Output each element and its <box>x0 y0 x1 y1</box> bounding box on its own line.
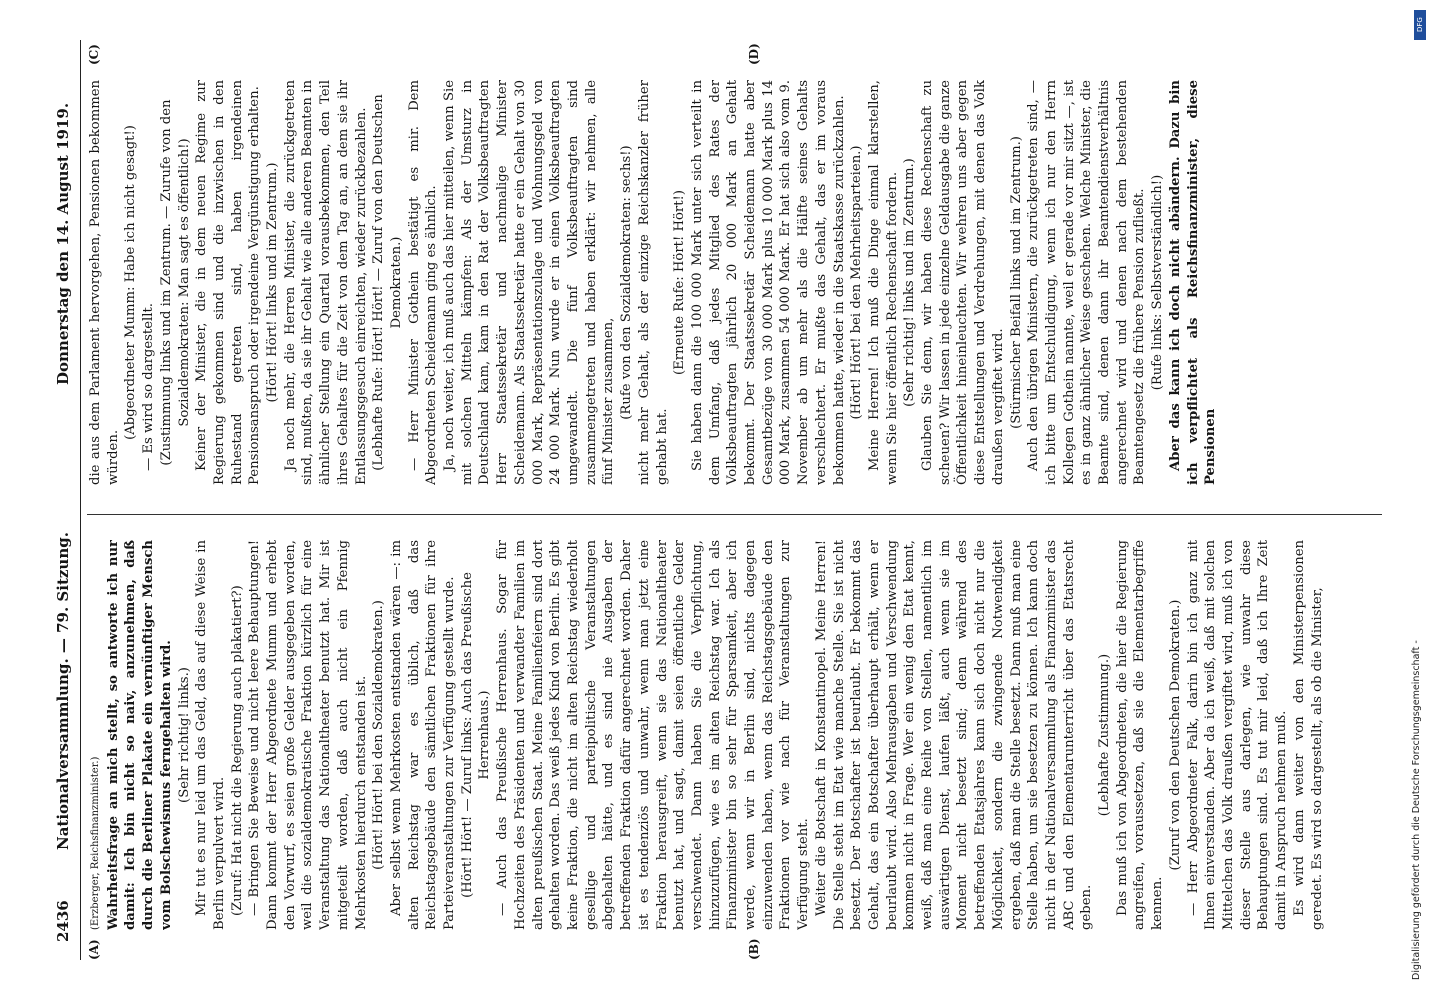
margin-marker-d: (D) <box>747 43 761 65</box>
paragraph: Es wird dann weiter von den Ministerpensionen geredet. Es wird so dargestellt, als ob die Minister, <box>1291 540 1325 930</box>
page-header <box>50 40 81 960</box>
interjection: (Sehr richtig! links.) <box>176 667 192 803</box>
paragraph: — Bringen Sie Beweise und nicht leere Behauptungen! Dann kommt der Herr Abgeordnete Mumm und erhebt den Vorwurf, es seien große Gelder ausgegeben worden, weil die sozialdemokratische Fraktion kürzlich für eine Veranstaltung das Nationaltheater benutzt hat. Mir ist mitgeteilt worden, daß auch nicht ein Pfennig Mehrkosten hierdurch entstanden ist. <box>247 540 369 930</box>
interjection: (Zustimmung links und im Zentrum. — Zurufe von den Sozialdemokraten: Man sagt es öffentlich!) <box>158 99 192 466</box>
digitization-credit-text: Digitalisierung gefördert durch die Deutsche Forschungsgemeinschaft - <box>1411 640 1422 980</box>
paragraph: Meine Herren! Ich muß die Dinge einmal klarstellen, wenn Sie hier öffentlich Rechenschaft fordern. <box>866 80 900 485</box>
interjection: (Rufe von den Sozialdemokraten: sechs!) <box>619 145 635 420</box>
interjection: (Sehr richtig! links und im Zentrum.) <box>902 158 918 407</box>
interjection: (Erneute Rufe: Hört! Hört!) <box>672 190 688 375</box>
paragraph: Aber das kann ich doch nicht abändern. Dazu bin ich verpflichtet als Reichsfinanzminister, diese Pensionen <box>1167 80 1219 485</box>
margin-marker-a: (A) <box>87 939 101 960</box>
right-column <box>87 80 1382 485</box>
header-right-title: Donnerstag den 14. August 1919. <box>54 102 72 385</box>
interjection: (Rufe links: Selbstverständlich!) <box>1150 174 1166 391</box>
paragraph: nicht mehr Gehalt, als der einzige Reichskanzler früher gehabt hat. <box>636 80 670 485</box>
header-left-title: Nationalversammlung. — 79. Sitzung. <box>54 532 72 850</box>
interjection: (Hört! Hört! bei den Sozialdemokraten.) <box>371 600 387 870</box>
paragraph: — Es wird so dargestellt. <box>141 303 157 471</box>
paragraph: Auch den übrigen Ministern, die zurückgetreten sind, — ich bitte um Entschuldigung, wenn ich nur den Herrn Kollegen Gothein nannte, weil er gerade vor mir sitzt —, ist es in ganz ähnlicher Weise geschehen. Welche Minister, die Beamte sind, denen dann ihr Beamtendienstverhältnis angerechnet wird und denen nach dem bestehenden Beamtengesetz die frühere Pension zufließt. <box>1026 80 1148 485</box>
interjection: (Abgeordneter Mumm: Habe ich nicht gesagt!) <box>123 125 139 440</box>
paragraph: Sie haben dann die 100 000 Mark unter sich verteilt in dem Umfang, daß jedes Mitglied des Rates der Volksbeauftragten jährlich 20 000 Mark an Gehalt bekommt. Der Staatssekretär Scheidemann hatte aber Gesamtbezüge von 30 000 Mark plus 10 000 Mark plus 14 000 Mark, zusammen 54 000 Mark. Er hat sich also vom 9. November ab um mehr als die Hälfte seines Gehalts verschlechtert. Er mußte das Gehalt, das er im voraus bekommen hatte, wieder in die Staatskasse zurückzahlen. <box>689 80 847 485</box>
left-column <box>87 540 1382 930</box>
interjection: (Lebhafte Rufe: Hört! Hört! — Zuruf von den Deutschen Demokraten.) <box>371 94 404 471</box>
margin-marker-c: (C) <box>87 44 101 65</box>
column-divider <box>87 514 1382 515</box>
paragraph: die aus dem Parlament hervorgehen, Pensionen bekommen würden. <box>88 80 121 485</box>
digitization-credit <box>1411 6 1429 986</box>
paragraph: Wahrheitsfrage an mich stellt, so antworte ich nur damit: Ich bin nicht so naiv, anzunehmen, daß durch die Berliner Plakate ein vernünftiger Mensch vom Bolschewismus ferngehalten wird. <box>105 540 174 930</box>
paragraph: — Herr Minister Gothein bestätigt es mir. Dem Abgeordneten Scheidemann ging es ähnlich. <box>406 80 440 485</box>
interjection: (Zuruf von den Deutschen Demokraten.) <box>1167 599 1183 871</box>
interjection: (Hört! Hört! links und im Zentrum.) <box>265 162 281 403</box>
interjection: (Hört! Hört! — Zuruf links: Auch das Preußische Herrenhaus.) <box>459 572 493 898</box>
interjection: (Hört! Hört! bei den Mehrheitsparteien.) <box>849 145 865 420</box>
paragraph: Ja noch mehr, die Herren Minister, die zurückgetreten sind, mußten, da sie ihr Gehalt wie alle anderen Beamten in ähnlicher Stellung ein Quartal vorausbekommen, den Teil ihres Gehaltes für die Zeit von dem Tag an, an dem sie ihr Entlassungsgesuch einreichten, wieder zurückbezahlen. <box>282 80 369 485</box>
paragraph: Glauben Sie denn, wir haben diese Rechenschaft zu scheuen? Wir lassen in jede einzelne Geldausgabe die ganze Öffentlichkeit hineinleuchten. Wir wehren uns aber gegen diese Entstellungen und Verdrehungen, mit denen das Volk draußen vergiftet wird. <box>920 80 1006 485</box>
paragraph: Keiner der Minister, die in dem neuen Regime zur Regierung gekommen sind und die inzwischen in den Ruhestand getreten sind, haben irgendeinen Pensionsanspruch oder irgendeine Vergünstigung erhalten. <box>194 80 263 485</box>
paragraph: Aber selbst wenn Mehrkosten entstanden wären —: im alten Reichstag war es üblich, daß das Reichstagsgebäude den sämtlichen Fraktionen für ihre Parteiveranstaltungen zur Verfügung gestellt wurde. <box>388 540 458 930</box>
paragraph: Mir tut es nur leid um das Geld, das auf diese Weise in Berlin verpulvert wird. <box>194 540 227 930</box>
paragraph: — Auch das Preußische Herrenhaus. Sogar für Hochzeiten des Präsidenten und verwandter Familien im alten preußischen Staat. Meine Familienfeiern sind dort gehalten worden. Das weiß jedes Kind von Berlin. Es gibt keine Fraktion, die nicht im alten Reichstag wiederholt gesellige und parteipolitische Veranstaltungen abgehalten hätte, und es sind nie Ausgaben der betreffenden Fraktion dafür angerechnet worden. Daher ist es tendenziös und unwahr, wenn man jetzt eine Fraktion herausgreift, wenn sie das Nationaltheater benutzt hat, und sagt, damit seien öffentliche Gelder verschwendet. Dann haben Sie die Verpflichtung, hinzuzufügen, wie es im alten Reichstag war. Ich als Finanzminister bin so sehr für Sparsamkeit, aber ich werde, wenn wir in Berlin sind, nichts dagegen einzuwenden haben, wenn das Reichstagsgebäude den Fraktionen vor wie nach für Veranstaltungen zur Verfügung steht. <box>495 540 812 930</box>
paragraph: — Herr Abgeordneter Falk, darin bin ich ganz mit Ihnen einverstanden. Aber da ich weiß, daß mit solchen Mittelchen das Volk draußen vergiftet wird, muß ich von dieser Stelle aus darlegen, wie unwahr diese Behauptungen sind. Es tut mir leid, daß ich Ihre Zeit damit in Anspruch nehmen muß. <box>1185 540 1290 930</box>
interjection: (Zuruf: Hat nicht die Regierung auch plakatiert?) <box>229 585 245 916</box>
dfg-logo-icon: DFG <box>1414 10 1426 40</box>
page-number: 2436 <box>54 900 72 942</box>
speaker-label: (Erzberger, Reichsfinanzminister.) <box>90 756 101 930</box>
paragraph: Weiter die Botschaft in Konstantinopel. Meine Herren! Die Stelle steht im Etat wie manche Stelle. Sie ist nicht besetzt. Der Botschafter ist beurlaubt. Er bekommt das Gehalt, das ein Botschafter überhaupt erhält, wenn er beurlaubt wird. Also Mehrausgaben und Verschwendung kommen nicht in Frage. Wer ein wenig den Etat kennt, weiß, daß man eine Reihe von Stellen, namentlich im auswärtigen Dienst, laufen läßt, auch wenn sie im Moment nicht besetzt sind; denn während des betreffenden Etatsjahres kann sich doch nicht nur die Möglichkeit, sondern die zwingende Notwendigkeit ergeben, daß man die Stelle besetzt. Dann muß man eine Stelle haben, um sie besetzen zu können. Ich kann doch nicht in der Nationalversammlung als Finanzminister das ABC und den Elementarunterricht über das Etatsrecht geben. <box>813 540 1095 930</box>
text-columns <box>87 40 1387 960</box>
paragraph: Das muß ich von Abgeordneten, die hier die Regierung angreifen, voraussetzen, daß sie die Elementarbegriffe kennen. <box>1114 540 1166 930</box>
paragraph: Ja, noch weiter, ich muß auch das hier mitteilen, wenn Sie mit solchen Mitteln kämpfen: Als der Umsturz in Deutschland kam, kam in den Rat der Volksbeauftragten Herr Staatssekretär und nachmalige Minister Scheidemann. Als Staatssekretär hatte er ein Gehalt von 30 000 Mark, Repräsentationszulage und Wohnungsgeld von 24 000 Mark. Nun wurde er in einen Volksbeauftragten umgewandelt. Die fünf Volksbeauftragten sind zusammengetreten und haben erklärt: wir nehmen, alle fünf Minister zusammen, <box>442 80 617 485</box>
interjection: (Lebhafte Zustimmung.) <box>1097 653 1113 817</box>
interjection: (Stürmischer Beifall links und im Zentrum.) <box>1008 136 1024 429</box>
margin-marker-b: (B) <box>747 938 761 960</box>
